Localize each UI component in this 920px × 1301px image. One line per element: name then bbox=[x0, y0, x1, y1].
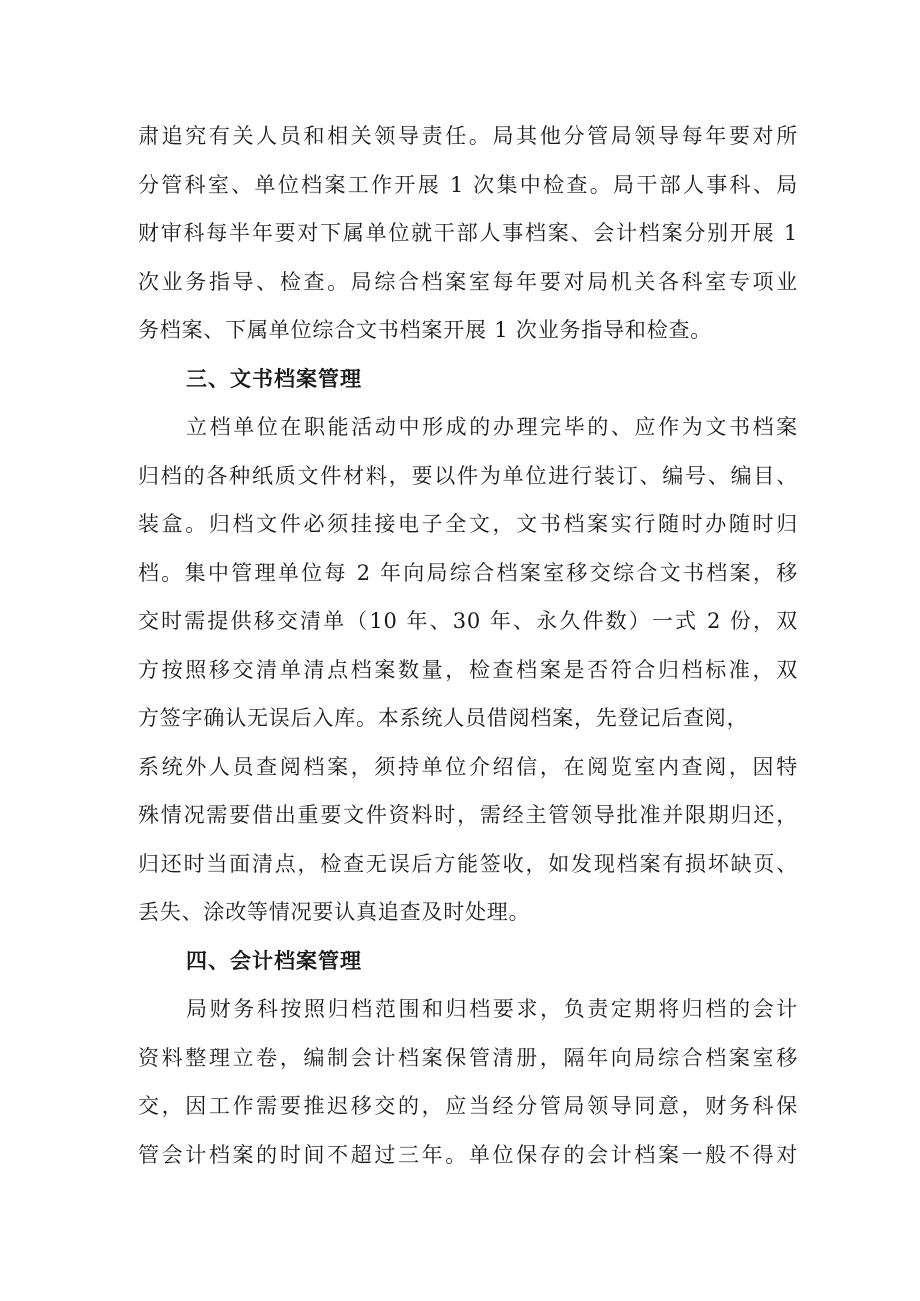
paragraph-document-archives bbox=[138, 403, 798, 937]
document-body bbox=[138, 112, 798, 1179]
text-line: 次业务指导、检查。局综合档案室每年要对局机关各科室专项业 bbox=[138, 269, 798, 294]
text-line: 装盒。归档文件必须挂接电子全文，文书档案实行随时办随时归 bbox=[138, 512, 798, 536]
text-line: 方签字确认无误后入库。本系统人员借阅档案，先登记后查阅， bbox=[138, 706, 749, 730]
text-line: 肃追究有关人员和相关领导责任。局其他分管局领导每年要对所 bbox=[138, 124, 798, 148]
section-heading-accounting-archives: 四、会计档案管理 bbox=[186, 948, 362, 973]
text-line: 交时需提供移交清单（10 年、30 年、永久件数）一式 2 份，双 bbox=[138, 609, 798, 633]
text-line: 方按照移交清单清点档案数量，检查档案是否符合归档标准，双 bbox=[138, 657, 798, 682]
text-line: 资料整理立卷，编制会计档案保管清册，隔年向局综合档案室移 bbox=[138, 1045, 798, 1070]
text-line: 务档案、下属单位综合文书档案开展 1 次业务指导和检查。 bbox=[138, 318, 713, 342]
text-line: 分管科室、单位档案工作开展 1 次集中检查。局干部人事科、局 bbox=[138, 172, 798, 197]
text-line: 殊情况需要借出重要文件资料时，需经主管领导批准并限期归还， bbox=[138, 803, 798, 827]
text-line: 丢失、涂改等情况要认真追查及时处理。 bbox=[138, 900, 531, 924]
section-heading-document-archives: 三、文书档案管理 bbox=[186, 366, 362, 391]
text-line: 财审科每半年要对下属单位就干部人事档案、会计档案分别开展 1 bbox=[138, 221, 798, 245]
text-line: 交，因工作需要推迟移交的，应当经分管局领导同意，财务科保 bbox=[138, 1094, 798, 1118]
paragraph-accounting-archives bbox=[138, 985, 798, 1179]
text-line: 归档的各种纸质文件材料，要以件为单位进行装订、编号、编目、 bbox=[138, 463, 798, 488]
text-line: 局财务科按照归档范围和归档要求，负责定期将归档的会计 bbox=[186, 997, 798, 1021]
text-line: 系统外人员查阅档案，须持单位介绍信，在阅览室内查阅，因特 bbox=[138, 754, 798, 779]
text-line: 档。集中管理单位每 2 年向局综合档案室移交综合文书档案，移 bbox=[138, 560, 798, 585]
text-line: 管会计档案的时间不超过三年。单位保存的会计档案一般不得对 bbox=[138, 1142, 798, 1167]
text-line: 归还时当面清点，检查无误后方能签收，如发现档案有损坏缺页、 bbox=[138, 851, 798, 876]
paragraph-inspection-duties bbox=[138, 112, 798, 355]
text-line: 立档单位在职能活动中形成的办理完毕的、应作为文书档案 bbox=[186, 415, 798, 439]
